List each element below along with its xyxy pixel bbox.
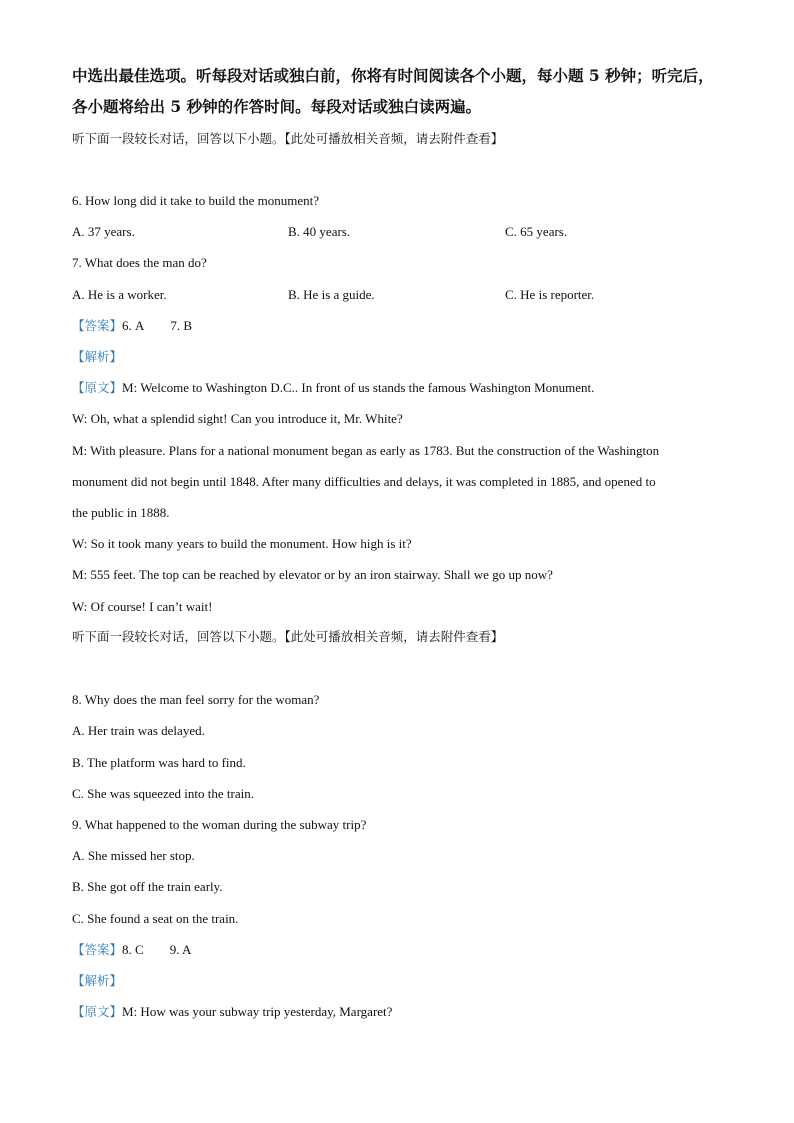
transcript-line-6: W: So it took many years to build the monument. How high is it?: [72, 536, 412, 551]
transcript-label: 【原文】: [72, 380, 123, 395]
question-8-option-b: B. The platform was hard to find.: [72, 755, 246, 770]
question-9-stem: 9. What happened to the woman during the subway trip?: [72, 817, 367, 832]
analysis-label: 【解析】: [72, 349, 123, 364]
transcript-line-3: M: With pleasure. Plans for a national monument began as early as 1783. But the construction of the Washington: [72, 443, 660, 458]
answer-line-2: [72, 941, 191, 959]
transcript-line-1: 【原文】M: Welcome to Washington D.C.. In front of us stands the famous Washington Monument.: [72, 380, 595, 395]
question-8-stem: 8. Why does the man feel sorry for the woman?: [72, 692, 320, 707]
question-9-option-a: A. She missed her stop.: [72, 848, 195, 863]
transcript-line-2: W: Oh, what a splendid sight! Can you introduce it, Mr. White?: [72, 411, 403, 426]
question-6-option-a: A. 37 years.: [72, 224, 135, 239]
question-7-option-c: C. He is reporter.: [505, 287, 595, 302]
instruction-line-1: 中选出最佳选项。听每段对话或独白前，你将有时间阅读各个小题，每小题 5 秒钟；听完后，: [72, 66, 714, 85]
transcript-line-5: the public in 1888.: [72, 505, 170, 520]
question-7-option-b: B. He is a guide.: [288, 287, 375, 302]
answer-label: 【答案】: [72, 942, 123, 957]
transcript2-line-1: 【原文】M: How was your subway trip yesterday, Margaret?: [72, 1004, 393, 1019]
answer-6: 6. A: [122, 318, 145, 333]
section2-prompt: 听下面一段较长对话，回答以下小题。【此处可播放相关音频，请去附件查看】: [72, 629, 504, 644]
analysis-line-1: [72, 348, 122, 366]
instruction-line-2: 各小题将给出 5 秒钟的作答时间。每段对话或独白读两遍。: [72, 97, 482, 116]
analysis-label: 【解析】: [72, 973, 123, 988]
question-9-option-b: B. She got off the train early.: [72, 879, 223, 894]
question-8-option-c: C. She was squeezed into the train.: [72, 786, 254, 801]
transcript-label: 【原文】: [72, 1004, 123, 1019]
transcript-line-4: monument did not begin until 1848. After many difficulties and delays, it was completed in 1885, and opened to: [72, 474, 656, 489]
question-9-option-c: C. She found a seat on the train.: [72, 911, 239, 926]
answer-label: 【答案】: [72, 318, 123, 333]
question-6-option-b: B. 40 years.: [288, 224, 351, 239]
question-7-option-a: A. He is a worker.: [72, 287, 167, 302]
answer-8: 8. C: [122, 942, 144, 957]
analysis-line-2: [72, 972, 122, 990]
answer-line-1: [72, 317, 192, 335]
section1-prompt: 听下面一段较长对话，回答以下小题。【此处可播放相关音频，请去附件查看】: [72, 131, 504, 146]
transcript-line-8: W: Of course! I can’t wait!: [72, 599, 213, 614]
answer-7: 7. B: [170, 318, 193, 333]
question-7-stem: 7. What does the man do?: [72, 255, 207, 270]
question-6-stem: 6. How long did it take to build the monument?: [72, 193, 319, 208]
question-6-option-c: C. 65 years.: [505, 224, 568, 239]
question-8-option-a: A. Her train was delayed.: [72, 723, 205, 738]
transcript-line-7: M: 555 feet. The top can be reached by elevator or by an iron stairway. Shall we go up now?: [72, 567, 553, 582]
answer-9: 9. A: [169, 942, 192, 957]
